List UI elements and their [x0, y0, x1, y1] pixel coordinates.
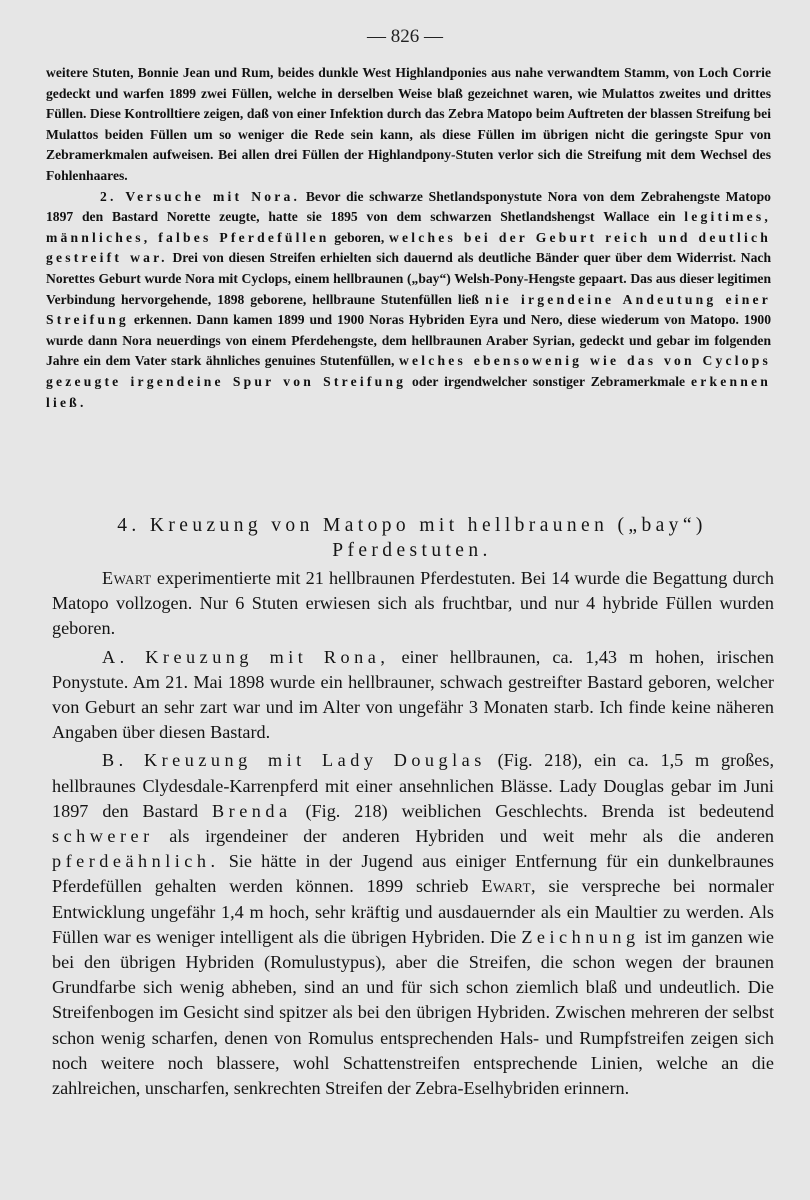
spaced-emphasis: pferdeähnlich. — [52, 851, 220, 872]
subsection-lead: B. Kreuzung mit Lady Douglas — [102, 750, 486, 771]
spaced-emphasis: Brenda — [212, 800, 292, 821]
author-name: Ewart — [481, 876, 532, 897]
paragraph-stallion-controls: weitere Stuten, Bonnie Jean und Rum, beides dunkle West Highlandponies aus nahe verwandtem Stamm, von Loch Corrie gedeckt und warfen 1899 zwei Füllen, welche in derselben Weise blaß gezeichnet waren, wie Mulattos zweites und drittes Füllen. Diese Kontrolltiere zeigen, daß von einer Infektion durch das Zebra Matopo beim Auftreten der blassen Streifung bei Mulattos beiden Füllen um so weniger die Rede sein kann, als diese Füllen im übrigen nicht die geringste Spur von Zebramerkmalen aufweisen. Bei allen drei Füllen der Highlandpony-Stuten verlor sich die Streifung mit dem Wechsel des Fohlenhaares. — [46, 65, 771, 183]
page-number: — 826 — — [367, 26, 443, 47]
spaced-emphasis: legitimes, männliches, falbes Pferdefüllen — [46, 209, 771, 245]
paragraph-ewart-intro: Ewart experimentierte mit 21 hellbraunen Pferdestuten. Bei 14 wurde die Begattung durch Matopo vollzogen. Nur 6 Stuten erwiesen sich als fruchtbar, und nur 4 hybride Füllen wurden geboren. — [52, 568, 774, 639]
author-name: Ewart — [102, 568, 152, 588]
subsection-lead: 2. Versuche mit Nora. — [100, 188, 301, 204]
section-heading: 4. Kreuzung von Matopo mit hellbraunen („bay“) Pferdestuten. — [117, 515, 707, 561]
paragraph-rona: A. Kreuzung mit Rona, einer hellbraunen, ca. 1,43 m hohen, irischen Ponystute. Am 21. Mai 1898 wurde ein hellbrauner, schwach gestreifter Bastard geboren, welcher von Geburt an sehr zart war und im Alter von ungefähr 3 Monaten starb. Ich finde keine näheren Angaben über diesen Bastard. — [52, 646, 774, 743]
paragraph-lady-douglas: B. Kreuzung mit Lady Douglas (Fig. 218), ein ca. 1,5 m großes, hellbraunes Clydesdale-Karrenpferd mit einer ansehnlichen Blässe. Lady Douglas gebar im Juni 1897 den Bastard Brenda (Fig. 218) weiblichen Geschlechts. Brenda ist bedeutend schwerer als irgendeiner der anderen Hybriden und weit mehr als die anderen pferdeähnlich. Sie hätte in der Jugend aus einiger Entfernung für ein dunkelbraunes Pferdefüllen gehalten werden können. 1899 schrieb Ewart, sie verspreche bei normaler Entwicklung ungefähr 1,4 m hoch, sehr kräftig und ausdauernder als ein Maultier zu werden. Als Füllen war es weniger intelligent als die übrigen Hybriden. Die Zeichnung ist im ganzen wie bei den übrigen Hybriden (Romulustypus), aber die Streifen, die schon wegen der braunen Grundfarbe sich wenig abheben, sind an und für sich schon ziemlich blaß und undeutlich. Die Streifenbogen im Gesicht sind spitzer als bei den übrigen Hybriden. Zwischen mehreren der selbst schon wenig scharfen, denen von Romulus entsprechenden Hals- und Rumpfstreifen zeigen sich noch weitere noch blassere, wohl Schattenstreifen entsprechende Linien, welche an die zahlreichen, unscharfen, senkrechten Streifen der Zebra-Eselhybriden erinnern. — [52, 750, 774, 1099]
spaced-emphasis: Zeichnung — [521, 926, 640, 947]
spaced-emphasis: erkennen ließ. — [46, 373, 771, 410]
spaced-emphasis: schwerer — [52, 826, 154, 847]
spaced-emphasis: welches ebensowenig wie das von Cyclops gezeugte irgendeine Spur von Streifung — [46, 353, 771, 389]
small-print-block — [46, 63, 771, 413]
paragraph-nora-experiments: 2. Versuche mit Nora. Bevor die schwarze Shetlandsponystute Nora von dem Zebrahengste Matopo 1897 den Bastard Norette zeugte, hatte sie 1895 von dem schwarzen Shetlandshengst Wallace ein legitimes, männliches, falbes Pferdefüllen geboren, welches bei der Geburt reich und deutlich gestreift war. Drei von diesen Streifen erhielten sich dauernd als deutliche Bänder quer über dem Widerrist. Nach Norettes Geburt wurde Nora mit Cyclops, einem hellbraunen („bay“) Welsh-Pony-Hengste gepaart. Das aus dieser legitimen Verbindung hervorgehende, 1898 geborene, hellbraune Stutenfüllen ließ nie irgendeine Andeutung einer Streifung erkennen. Dann kamen 1899 und 1900 Noras Hybriden Eyra und Nero, diese wiederum von Matopo. 1900 wurde dann Nora neuerdings von einem Pferdehengste, dem hellbraunen Araber Syrian, gedeckt und gebar im folgenden Jahre ein dem Vater stark ähnliches genuines Stutenfüllen, welches ebensowenig wie das von Cyclops gezeugte irgendeine Spur von Streifung oder irgendwelcher sonstiger Zebramerkmale erkennen ließ. — [46, 188, 772, 410]
subsection-lead: A. Kreuzung mit Rona, — [102, 646, 390, 667]
large-print-block — [52, 566, 774, 1104]
spaced-emphasis: nie irgendeine Andeutung einer Streifung — [46, 291, 771, 328]
spaced-emphasis: welches bei der Geburt reich und deutlich gestreift war. — [46, 229, 771, 266]
